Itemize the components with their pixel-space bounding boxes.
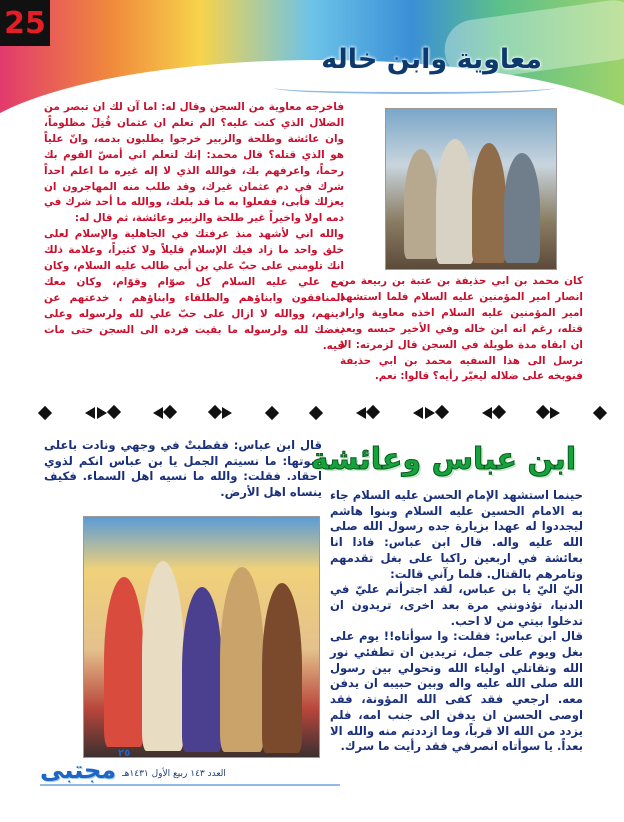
figure <box>142 561 184 751</box>
illustration-men-gathering <box>385 108 557 270</box>
magazine-footer <box>40 748 226 784</box>
article1-body <box>44 100 344 355</box>
divider-ornament <box>40 402 605 424</box>
paragraph: حينما استشهد الإمام الحسن عليه السلام جاء به الامام الحسين عليه السلام وبنوا هاشم ليجددوا له عهدا بزيارة جده رسول الله صلى الله عليه واله. قال ابن عباس: فاذا انا بعائشة في اربعين راكبا على بغل تقدمهم وتامرهم بالقتال. فلما رآني قالت: <box>330 488 583 581</box>
page-number: 25 <box>0 0 50 46</box>
article2-title: ابن عباس وعائشة <box>310 442 576 477</box>
figure <box>220 567 264 752</box>
article2-quote: قال ابن عباس: فقطبتْ في وجهي ونادت باعلى صوتها: ما نسيتم الجمل يا بن عباس انكم لذوي احقاد. فقلت: والله ما نسيه اهل السماء. فكيف ينساه اهل الأرض. <box>44 438 322 500</box>
figure <box>436 139 474 264</box>
figure <box>404 149 438 259</box>
article1-title: معاوية وابن خاله <box>321 44 542 75</box>
figure <box>182 587 222 752</box>
illustration-crowd <box>83 516 320 758</box>
title-underline <box>274 82 554 94</box>
figure <box>262 583 302 753</box>
paragraph: والله اني لأشهد منذ عرفتك في الجاهلية والإسلام لعلى خلق واحد ما زاد فيك الإسلام قليلاً ولا كثيراً، وعلامة ذلك انك تلومني على حبّ علي بن أبي طالب عليه السلام، وكان مع علي عليه السلام كل صوّام وقوّام، وكان معك المنافقون وابناؤهم والطلقاء وابناؤهم ، خدعتهم عن دينهم، ووالله لا ازال على حبّ علي لله ولرسوله وعلى بغضك لله ولرسوله ما بقيت فرده الى السجن حتى مات فيه. <box>44 228 344 352</box>
footer-page-number: ٢٥ <box>118 748 131 759</box>
figure <box>472 143 506 263</box>
paragraph: فاخرجه معاوية من السجن وقال له: اما آن لك ان تبصر من الضلال الذي كنت عليه؟ الم تعلم ان عثمان قُتِلَ مظلوماً، وان عائشة وطلحة والزبير خرجوا يطلبون بدمه، وانّ علياً هو الذي قتله؟ قال محمد: إنك لتعلم اني أمسّ القوم بك رحماً، واعرفهم بك، فوالله الذي لا إله غيره ما اعلم احداً شرك في دم عثمان غيرك، وقد طلب منه المهاجرون ان يعزلك فأبى، ففعلوا به ما قد بلغك، ووالله ما أحد شرك في دمه اولا واخيراً غير طلحة والزبير وعائشة، ثم قال له: <box>44 101 344 225</box>
paragraph: اليّ اليّ يا بن عباس، لقد اجترأتم عليّ في الدنيا، تؤذونني مرة بعد اخرى، تريدون ان تدخلوا بيتي من لا احب. <box>330 582 583 628</box>
figure <box>104 577 144 747</box>
figure <box>504 153 540 263</box>
footer-line <box>40 784 340 786</box>
issue-info: العدد ١٤٣ ربيع الأول ١٤٣١هـ <box>122 769 226 779</box>
article2-body <box>330 488 583 755</box>
article1-caption: كان محمد بن ابي حذيفة بن عتبة بن ربيعة من انصار امير المؤمنين عليه السلام فلما استشهد امير المؤمنين عليه السلام اخذه معاوية واراد قتله، رغم انه ابن خاله وفي الأخير حبسه وبعد ان ابقاه مدة طويلة في السجن قال لزمرته: الا نرسل الى هذا السفيه محمد بن ابي حذيفة فنوبخه على ضلاله ليغيّر رأيه؟ قالوا: نعم. <box>340 275 583 383</box>
paragraph: قال ابن عباس: فقلت: وا سوأتاه!! يوم على بغل ويوم على جمل، تريدين ان تطفئي نور الله وتقاتلي اولياء الله وتحولي بين رسول الله صلى الله عليه واله وبين حبيبه ان يدفن معه. ارجعي فقد كفى الله المؤونة، فقد اوصى الحسن ان يدفن الى جنب امه، فلم يزدد من الله الا قرباً، وما ازددتم منه والله الا بعداً. يا سوأتاه انصرفي فقد رأيت ما سرك. <box>330 629 583 754</box>
magazine-logo: مجتبى <box>40 756 117 784</box>
